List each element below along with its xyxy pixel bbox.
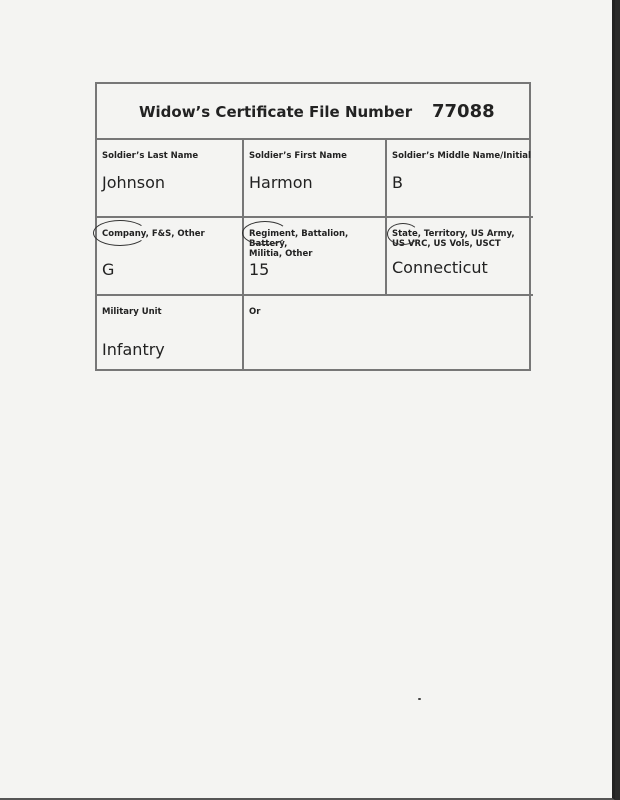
cell-regiment	[244, 218, 385, 294]
file-number: 77088	[432, 101, 495, 122]
state-label-line2: US VRC, US Vols, USCT	[392, 239, 501, 249]
cell-middle-name	[387, 140, 531, 216]
military-unit-value: Infantry	[102, 340, 165, 359]
cell-first-name	[244, 140, 385, 216]
regiment-value: 15	[249, 260, 270, 279]
or-label: Or	[249, 307, 261, 317]
card-header	[97, 84, 529, 140]
first-name-value: Harmon	[249, 173, 313, 192]
middle-name-label: Soldier’s Middle Name/Initial	[392, 151, 531, 161]
last-name-value: Johnson	[102, 173, 166, 192]
state-label	[392, 229, 515, 249]
company-label: Company, F&S, Other	[102, 229, 205, 239]
regiment-label-line2: Militia, Other	[249, 249, 313, 259]
regiment-label	[249, 229, 385, 259]
last-name-label: Soldier’s Last Name	[102, 151, 199, 161]
cell-company	[97, 218, 242, 294]
state-label-line1: State, Territory, US Army,	[392, 229, 515, 239]
first-name-label: Soldier’s First Name	[249, 151, 347, 161]
cell-last-name	[97, 140, 242, 216]
cell-or	[244, 296, 531, 371]
certificate-card	[95, 82, 531, 371]
state-value: Connecticut	[392, 258, 488, 277]
certificate-title: Widow’s Certificate File Number	[139, 103, 413, 121]
company-value: G	[102, 260, 115, 279]
military-unit-label: Military Unit	[102, 307, 162, 317]
cell-state	[387, 218, 531, 294]
scan-speck	[418, 698, 421, 700]
regiment-label-line1: Regiment, Battalion, Battery,	[249, 229, 349, 249]
cell-military-unit	[97, 296, 242, 371]
middle-name-value: B	[392, 173, 403, 192]
